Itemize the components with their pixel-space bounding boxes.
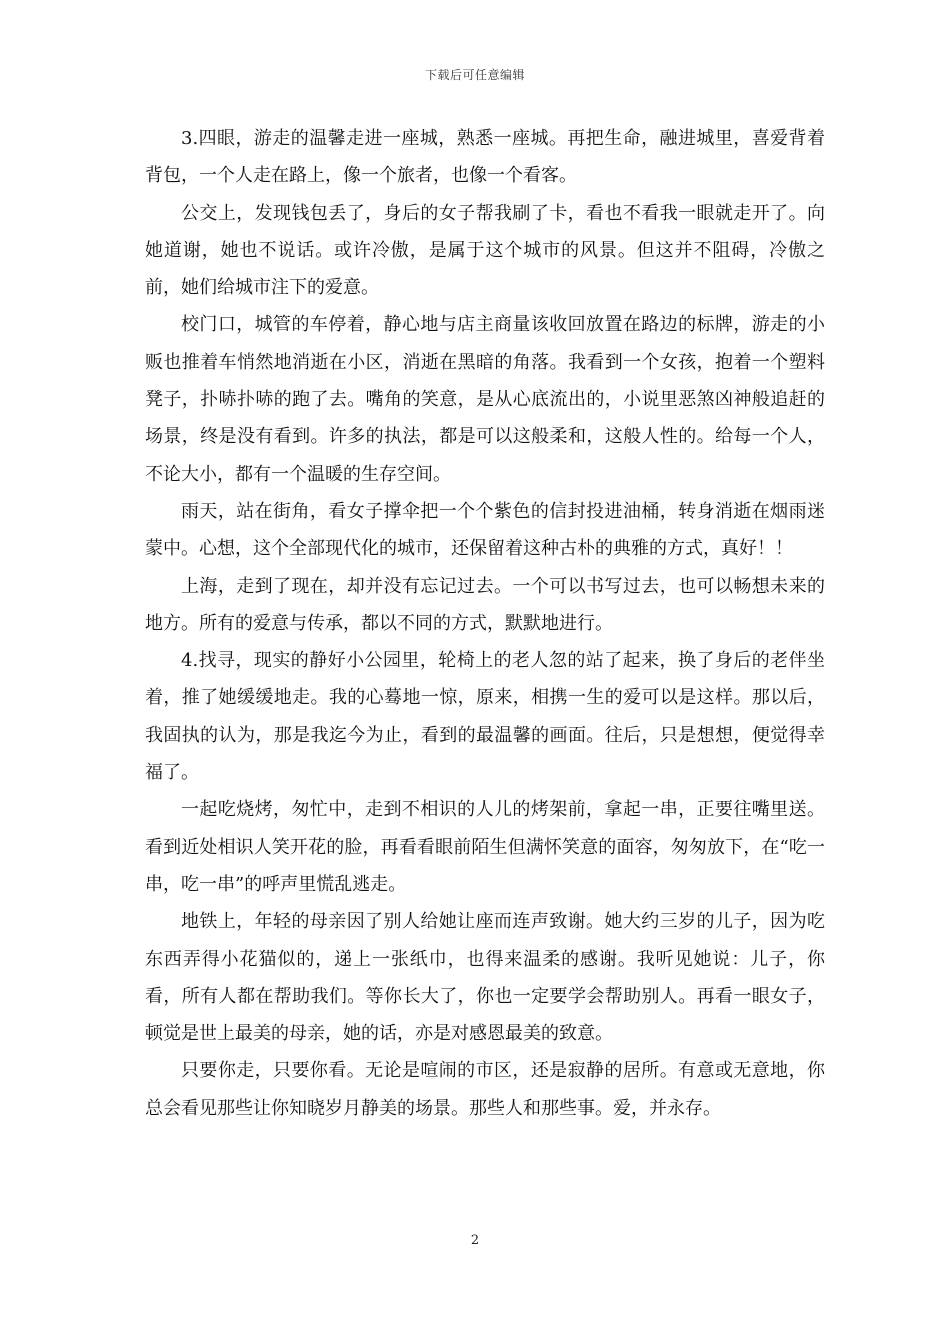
document-body xyxy=(145,120,825,1127)
paragraph: 4.找寻，现实的静好小公园里，轮椅上的老人忽的站了起来，换了身后的老伴坐着，推了她缓缓地走。我的心蓦地一惊，原来，相携一生的爱可以是这样。那以后，我固执的认为，那是我迄今为止，看到的最温馨的画面。往后，只是想想，便觉得幸福了。 xyxy=(145,650,825,784)
paragraph: 一起吃烧烤，匆忙中，走到不相识的人儿的烤架前，拿起一串，正要往嘴里送。看到近处相识人笑开花的脸，再看看眼前陌生但满怀笑意的面容，匆匆放下，在“吃一串，吃一串”的呼声里慌乱逃走。 xyxy=(145,799,825,895)
paragraph: 雨天，站在街角，看女子撑伞把一个个紫色的信封投进油桶，转身消逝在烟雨迷蒙中。心想，这个全部现代化的城市，还保留着这种古朴的典雅的方式，真好！！ xyxy=(145,500,825,560)
page-number: 2 xyxy=(470,1233,480,1248)
paragraph: 公交上，发现钱包丢了，身后的女子帮我刷了卡，看也不看我一眼就走开了。向她道谢，她也不说话。或许冷傲，是属于这个城市的风景。但这并不阻碍，冷傲之前，她们给城市注下的爱意。 xyxy=(145,202,825,299)
paragraph: 只要你走，只要你看。无论是喧闹的市区，还是寂静的居所。有意或无意地，你总会看见那些让你知晓岁月静美的场景。那些人和那些事。爱，并永存。 xyxy=(145,1060,825,1119)
paragraph: 地铁上，年轻的母亲因了别人给她让座而连声致谢。她大约三岁的儿子，因为吃东西弄得小花猫似的，递上一张纸巾，也得来温柔的感谢。我听见她说：儿子，你看，所有人都在帮助我们。等你长大了，你也一定要学会帮助别人。再看一眼女子，顿觉是世上最美的母亲，她的话，亦是对感恩最美的致意。 xyxy=(145,911,825,1045)
paragraph: 上海，走到了现在，却并没有忘记过去。一个可以书写过去，也可以畅想未来的地方。所有的爱意与传承，都以不同的方式，默默地进行。 xyxy=(145,575,825,634)
page-header: 下载后可任意编辑 xyxy=(424,68,525,82)
paragraph: 校门口，城管的车停着，静心地与店主商量该收回放置在路边的标牌，游走的小贩也推着车悄然地消逝在小区，消逝在黑暗的角落。我看到一个女孩，抱着一个塑料凳子，扑哧扑哧的跑了去。嘴角的笑意，是从心底流出的，小说里恶煞凶神般追赶的场景，终是没有看到。许多的执法，都是可以这般柔和，这般人性的。给每一个人，不论大小，都有一个温暖的生存空间。 xyxy=(145,314,825,485)
paragraph: 3.四眼，游走的温馨走进一座城，熟悉一座城。再把生命，融进城里，喜爱背着背包，一个人走在路上，像一个旅者，也像一个看客。 xyxy=(145,128,825,187)
